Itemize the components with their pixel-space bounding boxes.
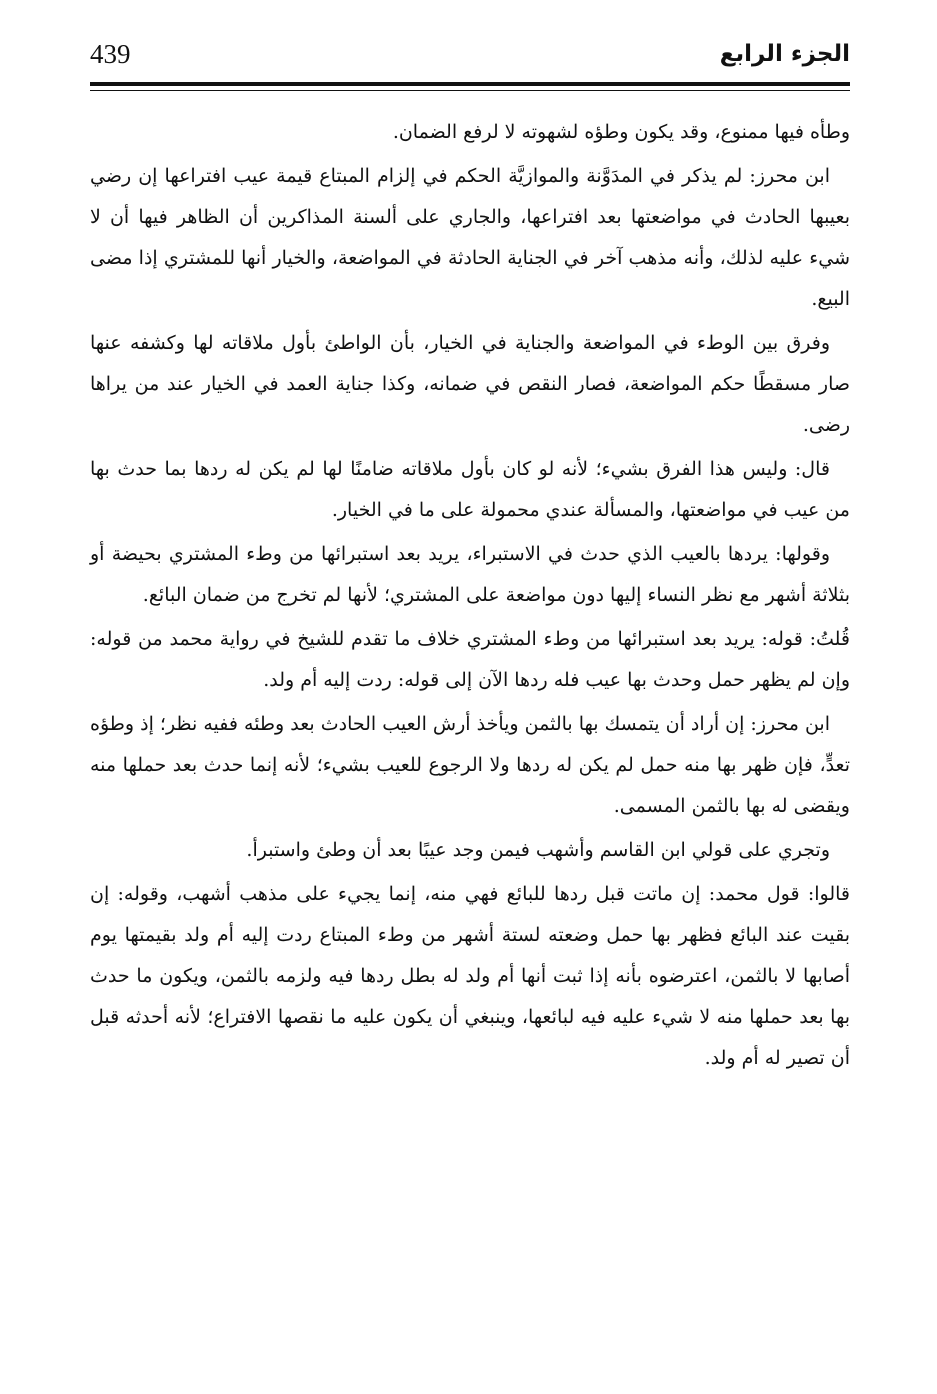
paragraph: قالوا: قول محمد: إن ماتت قبل ردها للبائع فهي منه، إنما يجيء على مذهب أشهب، وقوله: إن بقيت عند البائع فظهر بها حمل وضعته لستة أشهر من وطء المبتاع ردت إليه أم ولد بقيمتها يوم أصابها لا بالثمن، اعترضوه بأنه إذا ثبت أنها أم ولد له بطل ردها فيه ولزمه بالثمن، ويكون ما حدث بها بعد حملها منه لا شيء عليه فيه لبائعها، وينبغي أن يكون عليه ما نقصها الافتراع؛ لأنه أحدثه قبل أن تصير له أم ولد. [90, 883, 850, 1069]
body-text [90, 112, 850, 1082]
page-number: 439 [90, 39, 131, 69]
paragraph: وتجري على قولي ابن القاسم وأشهب فيمن وجد عيبًا بعد أن وطئ واستبرأ. [246, 839, 830, 861]
paragraph: ابن محرز: لم يذكر في المدَوَّنة والموازيَّة الحكم في إلزام المبتاع قيمة عيب افتراعها إن رضي بعيبها الحادث في مواضعتها بعد افتراعها، والجاري على ألسنة المذاكرين أن الظاهر فيها أن لا شيء عليه لذلك، وأنه مذهب آخر في الجناية الحادثة في المواضعة، والخيار أنها للمشتري إذا مضى البيع. [90, 165, 850, 310]
paragraph: وفرق بين الوطء في المواضعة والجناية في الخيار، بأن الواطئ بأول ملاقاته لها وكشفه عنها صار مسقطًا حكم المواضعة، فصار النقص في ضمانه، وكذا جناية العمد في الخيار عند من يراها رضى. [90, 332, 850, 436]
running-head: الجزء الرابع [719, 41, 850, 67]
paragraph: قال: وليس هذا الفرق بشيء؛ لأنه لو كان بأول ملاقاته ضامنًا لها لم يكن له ردها بما حدث بها من عيب في مواضعتها، والمسألة عندي محمولة على ما في الخيار. [90, 458, 850, 521]
header-rule-thick [90, 82, 850, 86]
page-header [90, 34, 850, 86]
paragraph: وقولها: يردها بالعيب الذي حدث في الاستبراء، يريد بعد استبرائها من وطء المشتري بحيضة أو بثلاثة أشهر مع نظر النساء إليها دون مواضعة على المشتري؛ لأنها لم تخرج من ضمان البائع. [90, 543, 850, 606]
header-rule-thin [90, 90, 850, 91]
paragraph: قُلتُ: قوله: يريد بعد استبرائها من وطء المشتري خلاف ما تقدم للشيخ في رواية محمد من قوله: وإن لم يظهر حمل وحدث بها عيب فله ردها الآن إلى قوله: ردت إليه أم ولد. [90, 628, 850, 691]
paragraph: ابن محرز: إن أراد أن يتمسك بها بالثمن ويأخذ أرش العيب الحادث بعد وطئه ففيه نظر؛ إذ وطؤه تعدٍّ، فإن ظهر بها منه حمل لم يكن له ردها ولا الرجوع للعيب بشيء؛ لأنه إنما حدث بعد حملها منه ويقضى له بها بالثمن المسمى. [90, 713, 850, 817]
paragraph: وطأه فيها ممنوع، وقد يكون وطؤه لشهوته لا لرفع الضمان. [392, 121, 850, 143]
